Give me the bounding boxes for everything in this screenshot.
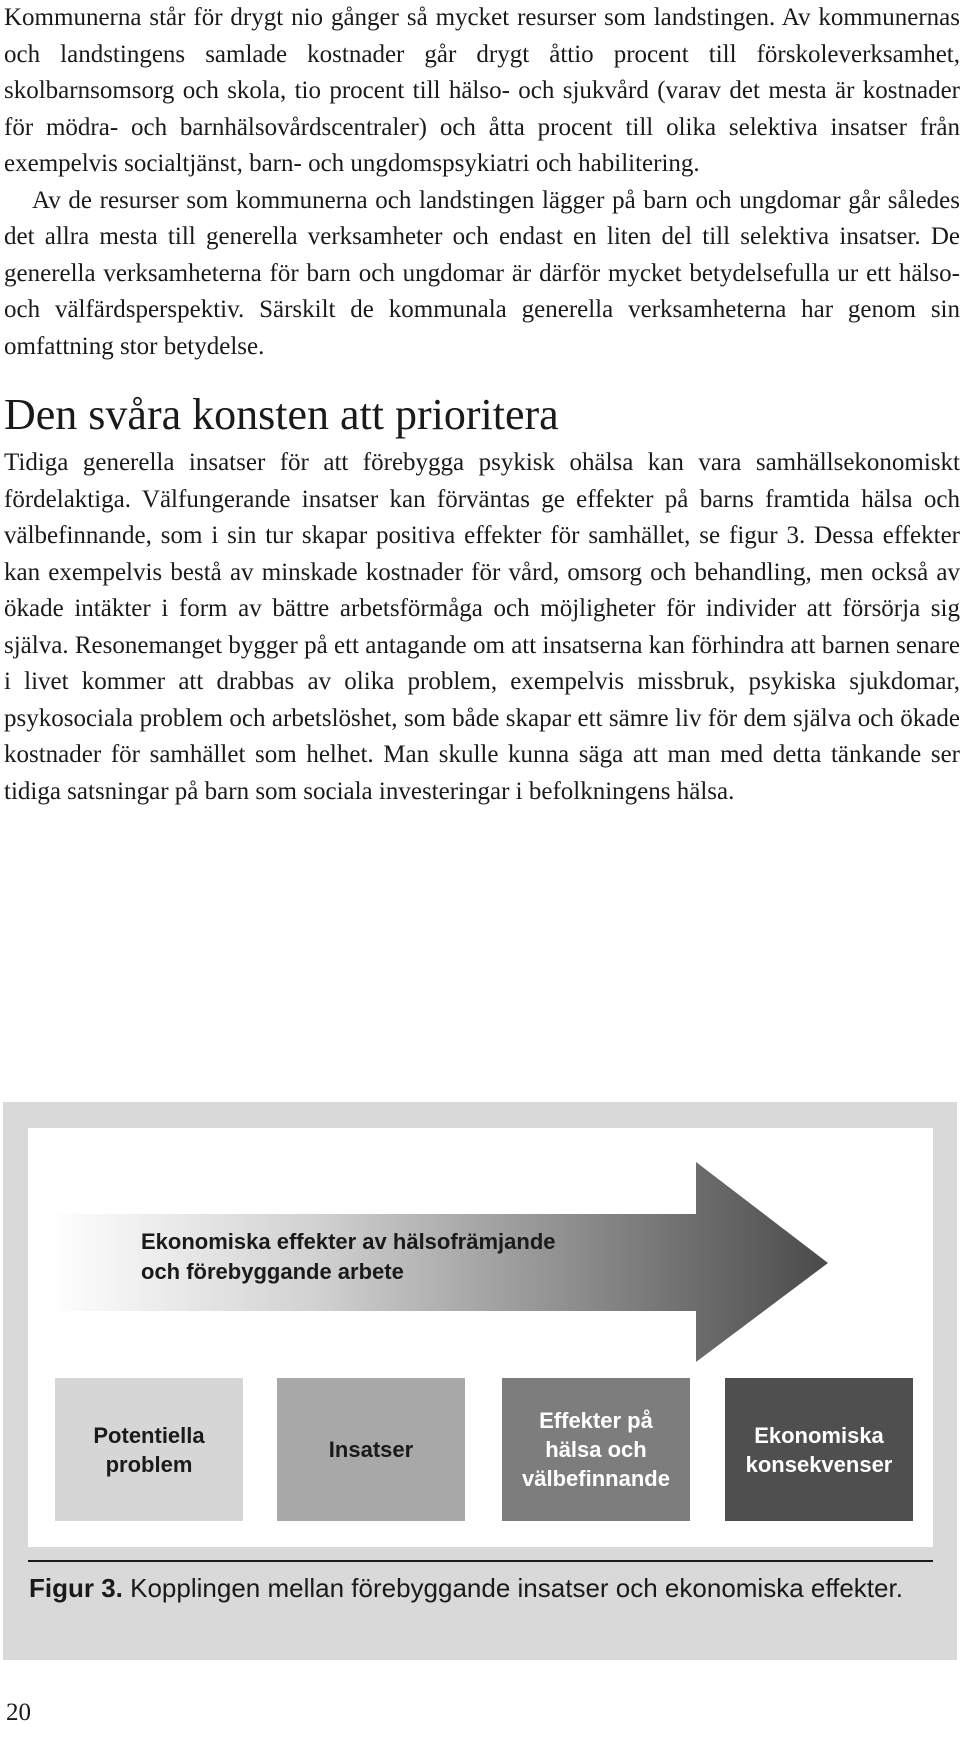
box-ekonomiska-konsekvenser bbox=[725, 1378, 913, 1521]
arrow-label-line-1: Ekonomiska effekter av hälsofrämjande bbox=[141, 1229, 556, 1254]
box-1-line-2: problem bbox=[105, 1451, 193, 1477]
body-paragraph-2: Av de resurser som kommunerna och landstingen lägger på barn och ungdomar går således det allra mesta till generella verksamheter och endast en liten del till selektiva insatser. De generella verksamheterna för barn och ungdomar är därför mycket betydelsefulla ur ett hälso- och välfärdsperspektiv. Särskilt de kommunala generella verksamheterna har genom sin omfattning stor betydelse. bbox=[4, 186, 960, 360]
box-insatser bbox=[277, 1378, 465, 1521]
document-page bbox=[4, 0, 960, 810]
figure-caption-label: Figur 3. bbox=[29, 1573, 123, 1603]
box-3-line-2: hälsa och bbox=[545, 1437, 647, 1462]
box-potentiella-problem bbox=[55, 1378, 243, 1521]
box-2-line-1: Insatser bbox=[328, 1437, 414, 1462]
figure-caption-text: Kopplingen mellan förebyggande insatser och ekonomiska effekter. bbox=[122, 1573, 903, 1603]
figure-3 bbox=[3, 1102, 957, 1660]
arrow-label-line-2: och förebyggande arbete bbox=[141, 1259, 404, 1284]
figure-caption bbox=[29, 1568, 909, 1608]
section-heading: Den svåra konsten att prioritera bbox=[4, 390, 559, 439]
arrow-label bbox=[141, 1227, 556, 1287]
box-3-line-1: Effekter på bbox=[539, 1408, 653, 1433]
figure-divider bbox=[28, 1560, 933, 1562]
page-number: 20 bbox=[6, 1699, 31, 1726]
box-4-line-2: konsekvenser bbox=[745, 1451, 893, 1477]
box-3-line-3: välbefinnande bbox=[522, 1466, 670, 1491]
box-1-line-1: Potentiella bbox=[93, 1422, 205, 1448]
body-paragraph-1: Kommunerna står för drygt nio gånger så mycket resurser som landstingen. Av kommunernas och landstingens samlade kostnader går drygt åttio procent till förskoleverksamhet, skolbarnsomsorg och skola, tio procent till hälso- och sjukvård (varav det mesta är kostnader för mödra- och barnhälsovårdscentraler) och åtta procent till olika selektiva insatser från exempelvis socialtjänst, barn- och ungdomspsykiatri och habilitering. bbox=[4, 4, 960, 177]
box-effekter-pa-halsa bbox=[502, 1378, 690, 1521]
box-4-line-1: Ekonomiska bbox=[754, 1422, 884, 1448]
section-paragraph: Tidiga generella insatser för att förebygga psykisk ohälsa kan vara samhällsekonomiskt fördelaktiga. Välfungerande insatser kan förväntas ge effekter på barns framtida hälsa och välbefinnande, som i sin tur skapar positiva effekter för samhället, se figur 3. Dessa effekter kan exempelvis bestå av minskade kostnader för vård, omsorg och behandling, men också av ökade intäkter i form av bättre arbetsförmåga och möjligheter för individer att försörja sig själva. Resonemanget bygger på ett antagande om att insatserna kan förhindra att barnen senare i livet kommer att drabbas av olika problem, exempelvis missbruk, psykiska sjukdomar, psykosociala problem och arbetslöshet, som både skapar ett sämre liv för dem själva och ökade kostnader för samhället som helhet. Man skulle kunna säga att man med detta tänkande ser tidiga satsningar på barn som sociala investeringar i befolkningens hälsa. bbox=[4, 449, 960, 805]
